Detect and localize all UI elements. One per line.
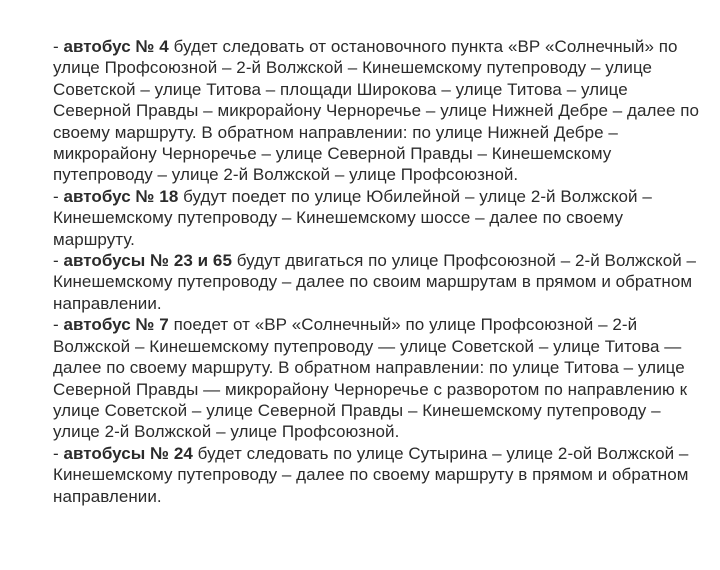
- route-number-label: автобус № 18: [63, 186, 179, 206]
- paragraph-dash: -: [53, 186, 64, 206]
- route-paragraph-bus-4: [53, 36, 703, 186]
- route-description: поедет от «ВР «Солнечный» по улице Профсоюзной – 2-й Волжской – Кинешемскому путепроводу — улице Советской – улице Титова — далее по своему маршруту. В обратном направлении: по улице Титова – улице Северной Правды — микрорайону Черноречье с разворотом по направлению к улице Советской – улице Северной Правды – Кинешемскому путепроводу – улице 2-й Волжской – улице Профсоюзной.: [53, 315, 688, 442]
- route-paragraph-bus-18: [53, 186, 703, 250]
- route-number-label: автобус № 7: [63, 315, 169, 335]
- route-paragraph-bus-7: [53, 314, 703, 442]
- route-description: будет следовать по улице Сутырина – улице 2-ой Волжской – Кинешемскому путепроводу – далее по своему маршруту в прямом и обратном направлении.: [53, 443, 689, 506]
- route-paragraph-bus-24: [53, 443, 703, 507]
- route-description: будут двигаться по улице Профсоюзной – 2-й Волжской – Кинешемскому путепроводу – далее по своим маршрутам в прямом и обратном направлении.: [53, 251, 697, 313]
- paragraph-dash: -: [53, 37, 64, 56]
- paragraph-dash: -: [53, 251, 64, 271]
- route-paragraph-bus-23-65: [53, 250, 703, 314]
- route-number-label: автобусы № 24: [63, 443, 193, 463]
- paragraph-dash: -: [53, 315, 64, 335]
- route-description: будет следовать от остановочного пункта «ВР «Солнечный» по улице Профсоюзной – 2-й Волжской – Кинешемскому путепроводу – улице Советской – улице Титова – площади Широкова – улице Титова – улице Северной Правды – микрорайону Черноречье – улице Нижней Дебре – далее по своему маршруту. В обратном направлении: по улице Нижней Дебре – микрорайону Черноречье – улице Северной Правды – Кинешемскому путепроводу – улице 2-й Волжской – улице Профсоюзной.: [53, 37, 700, 185]
- route-number-label: автобус № 4: [63, 37, 169, 56]
- route-description: будут поедет по улице Юбилейной – улице 2-й Волжской – Кинешемскому путепроводу – Кинешемскому шоссе – далее по своему маршруту.: [53, 186, 652, 249]
- paragraph-dash: -: [53, 443, 64, 463]
- route-number-label: автобусы № 23 и 65: [63, 251, 232, 271]
- document-body: [53, 36, 703, 507]
